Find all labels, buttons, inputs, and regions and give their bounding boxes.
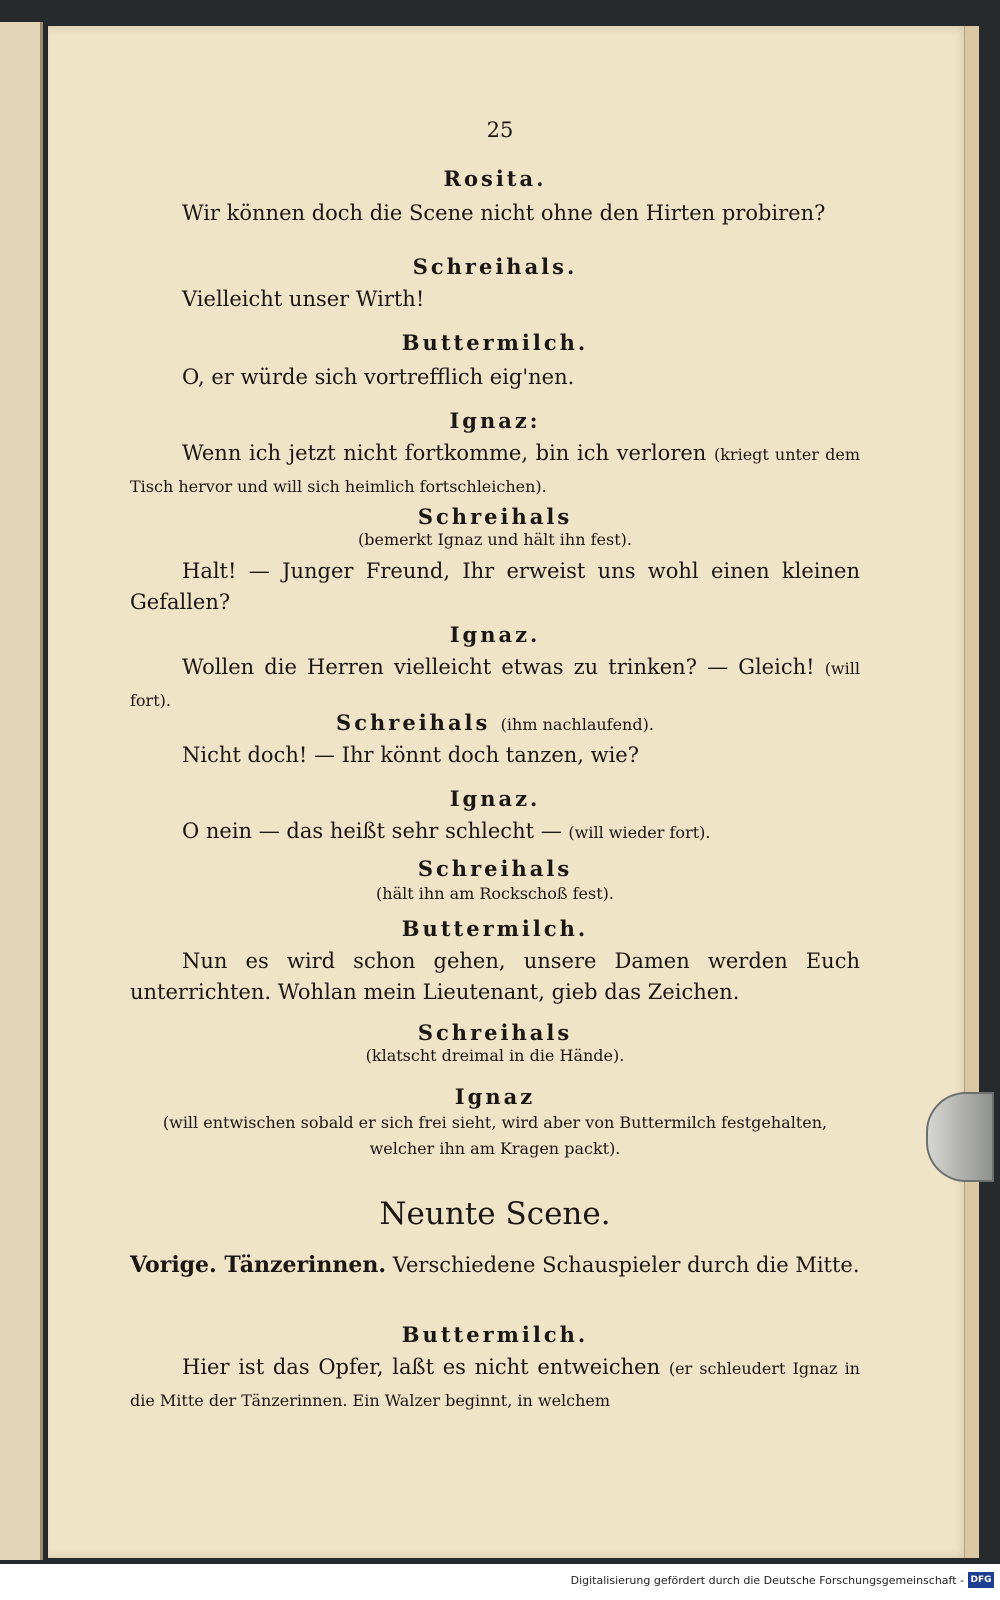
speaker-name — [130, 710, 860, 735]
dialogue-line: Vielleicht unser Wirth! — [182, 287, 425, 311]
stage-direction: (klatscht dreimal in die Hände). — [365, 1046, 625, 1065]
stage-direction: (ihm nachlaufend). — [500, 715, 654, 734]
stage-direction: (hält ihn am Rockschoß fest). — [376, 884, 614, 903]
dialogue-line: Wir können doch die Scene nicht ohne den Hirten probiren? — [182, 201, 826, 225]
left-page-edge — [0, 22, 43, 1560]
page-number: 25 — [486, 118, 514, 142]
dialogue-text: O nein — das heißt sehr schlecht — — [182, 819, 562, 843]
cast-text: Verschiedene Schauspieler durch die Mitte. — [392, 1253, 860, 1277]
speaker-name: Ignaz — [454, 1084, 536, 1109]
dialogue-line — [130, 652, 860, 716]
dialogue-text: Hier ist das Opfer, laßt es nicht entweichen — [182, 1355, 661, 1379]
speaker-name: Schreihals — [417, 504, 573, 529]
stage-direction: (will entwischen sobald er sich frei sieht, wird aber von Buttermilch festgehalten, welcher ihn am Kragen packt). — [162, 1113, 828, 1158]
speaker-name: Ignaz. — [449, 622, 541, 647]
cast-line — [130, 1250, 860, 1281]
speaker-name: Ignaz. — [449, 786, 541, 811]
footer-bar — [0, 1564, 1000, 1600]
speaker-name: Schreihals — [417, 1020, 573, 1045]
dialogue-line: Halt! — Junger Freund, Ihr erweist uns wohl einen kleinen Gefallen? — [130, 559, 860, 614]
speaker-name: Rosita. — [443, 166, 547, 191]
dialogue-line — [130, 816, 860, 848]
stage-direction: (will wieder fort). — [568, 823, 711, 842]
speaker-name: Schreihals. — [412, 254, 578, 279]
dialogue-text: Wollen die Herren vielleicht etwas zu trinken? — Gleich! — [182, 655, 815, 679]
stage-direction: (bemerkt Ignaz und hält ihn fest). — [358, 530, 632, 549]
stage-direction: (er schleudert Ignaz in die Mitte der Tänzerinnen. Ein Walzer beginnt, in welchem — [130, 1359, 860, 1410]
dialogue-line: O, er würde sich vortrefflich eig'nen. — [182, 365, 575, 389]
dialogue-text: Wenn ich jetzt nicht fortkomme, bin ich verloren — [182, 441, 707, 465]
stage-direction: (kriegt unter dem Tisch hervor und will sich heimlich fortschleichen). — [130, 445, 860, 496]
cast-names: Vorige. Tänzerinnen. — [130, 1252, 387, 1278]
page-clip — [926, 1092, 994, 1182]
stage-direction: (will fort). — [130, 659, 860, 710]
page-stack-edge — [964, 26, 979, 1558]
dfg-logo: DFG — [968, 1572, 994, 1588]
dialogue-line: Nun es wird schon gehen, unsere Damen werden Euch unterrichten. Wohlan mein Lieutenant, gieb das Zeichen. — [130, 949, 860, 1004]
dialogue-line — [130, 438, 860, 502]
speaker-name: Ignaz: — [449, 408, 541, 433]
speaker-name: Buttermilch. — [401, 916, 589, 941]
speaker-name: Buttermilch. — [401, 1322, 589, 1347]
footer-credit: Digitalisierung gefördert durch die Deutsche Forschungsgemeinschaft - — [570, 1574, 964, 1587]
dialogue-line: Nicht doch! — Ihr könnt doch tanzen, wie? — [182, 743, 639, 767]
dialogue-line — [130, 1352, 860, 1416]
speaker-label: Schreihals — [336, 710, 491, 735]
speaker-name: Buttermilch. — [401, 330, 589, 355]
scene-heading: Neunte Scene. — [379, 1196, 611, 1232]
speaker-name: Schreihals — [417, 856, 573, 881]
